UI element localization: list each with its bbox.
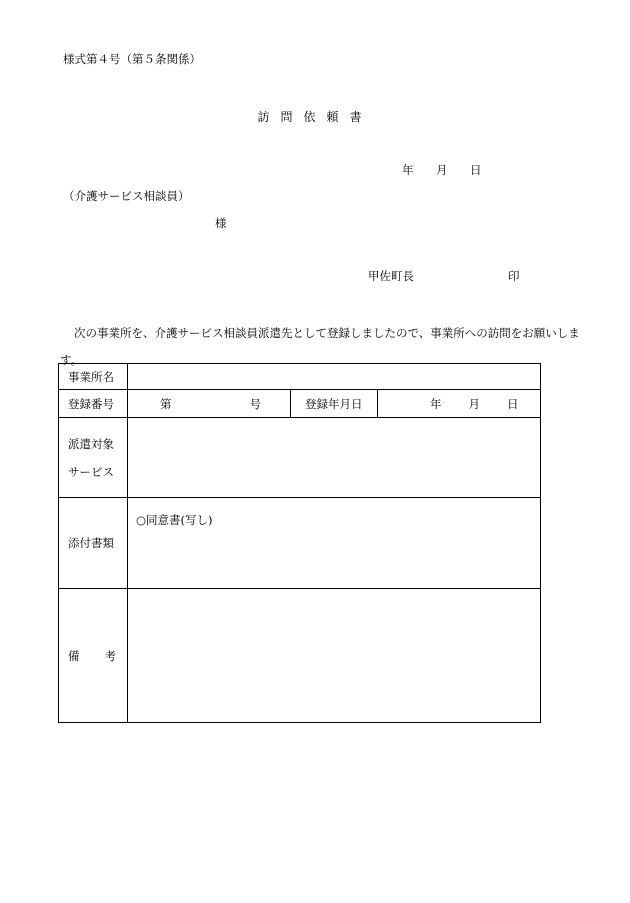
reg-date-day: 日 bbox=[507, 396, 519, 411]
reg-date-month: 月 bbox=[468, 396, 480, 411]
office-name-field[interactable] bbox=[128, 364, 541, 390]
dispatch-service-field[interactable] bbox=[128, 418, 541, 498]
reg-number-field[interactable] bbox=[128, 390, 291, 417]
date-year-label: 年 bbox=[402, 163, 414, 177]
date-day-label: 日 bbox=[470, 163, 482, 177]
sender-name: 甲佐町長 bbox=[368, 269, 414, 283]
reg-number-label: 登録番号 bbox=[59, 390, 128, 418]
table-row bbox=[59, 418, 541, 498]
dispatch-label-line1: 派遣対象 bbox=[68, 436, 114, 451]
attachments-label: 添付書類 bbox=[59, 498, 128, 589]
reg-date-year: 年 bbox=[430, 396, 442, 411]
issue-date bbox=[402, 162, 482, 178]
notes-label bbox=[59, 589, 128, 723]
notes-field[interactable] bbox=[128, 589, 541, 723]
document-title: 訪問依頼書 bbox=[257, 110, 373, 124]
table-row bbox=[59, 390, 541, 418]
reg-number-prefix: 第 bbox=[160, 396, 172, 411]
request-form-table bbox=[58, 363, 541, 723]
notes-label-char1: 備 bbox=[68, 648, 80, 663]
reg-date-field[interactable] bbox=[378, 390, 540, 417]
date-month-label: 月 bbox=[436, 163, 448, 177]
reg-date-label: 登録年月日 bbox=[291, 390, 378, 417]
form-number: 様式第４号（第５条関係） bbox=[63, 52, 201, 66]
reg-number-suffix: 号 bbox=[249, 396, 261, 411]
table-row bbox=[59, 498, 541, 589]
notes-label-char2: 考 bbox=[104, 648, 116, 663]
attachments-field[interactable] bbox=[128, 498, 541, 589]
office-name-label: 事業所名 bbox=[59, 364, 128, 390]
table-row bbox=[59, 364, 541, 390]
addressee-title: （介護サービス相談員） bbox=[63, 189, 190, 203]
table-row bbox=[59, 589, 541, 723]
body-text: 次の事業所を、介護サービス相談員派遣先として登録しましたので、事業所への訪問をお願いします。 bbox=[60, 326, 580, 367]
dispatch-service-label bbox=[59, 418, 128, 498]
addressee-honorific: 様 bbox=[215, 216, 227, 230]
attachment-item: ○同意書(写し) bbox=[136, 513, 213, 527]
dispatch-label-line2: サービス bbox=[68, 464, 114, 479]
seal-mark: 印 bbox=[508, 269, 520, 283]
reg-cell bbox=[128, 390, 541, 418]
